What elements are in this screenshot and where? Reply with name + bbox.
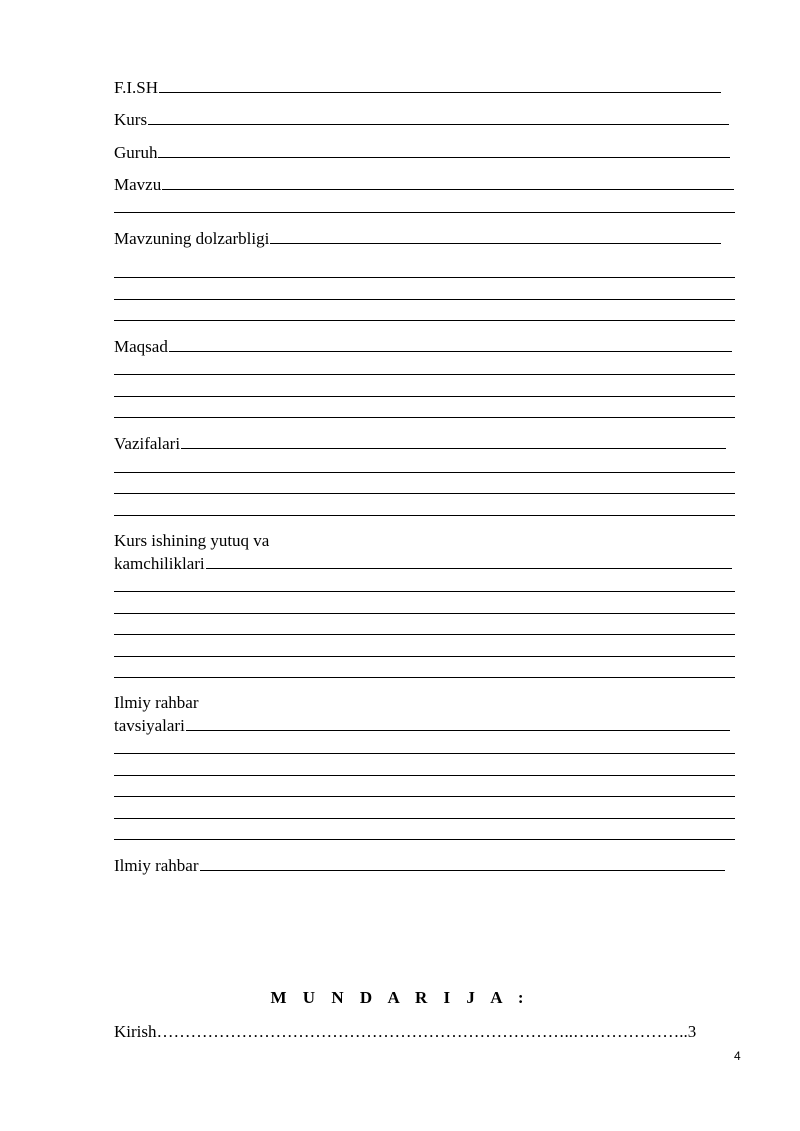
maqsad-label: Maqsad bbox=[114, 337, 168, 356]
kurs-row bbox=[114, 110, 729, 130]
blank-line bbox=[114, 796, 735, 797]
blank-line bbox=[114, 493, 735, 494]
guruh-fill-line bbox=[158, 143, 730, 158]
toc-entry bbox=[114, 1022, 742, 1042]
kurs-fill-line bbox=[148, 110, 729, 125]
blank-line bbox=[114, 613, 735, 614]
yutuq-label-line1: Kurs ishining yutuq va bbox=[114, 531, 270, 550]
vazifalari-label: Vazifalari bbox=[114, 434, 181, 453]
blank-line bbox=[114, 396, 735, 397]
blank-line bbox=[114, 299, 735, 300]
tavsiya-label-line1: Ilmiy rahbar bbox=[114, 693, 199, 712]
blank-line bbox=[114, 320, 735, 321]
fish-fill-line bbox=[159, 78, 721, 93]
blank-line bbox=[114, 212, 735, 213]
blank-line bbox=[114, 417, 735, 418]
blank-line bbox=[114, 472, 735, 473]
dolzarbligi-row bbox=[114, 229, 721, 249]
mavzu-row bbox=[114, 175, 734, 195]
mavzu-fill-line bbox=[162, 175, 734, 190]
rahbar-row bbox=[114, 856, 725, 876]
rahbar-fill-line bbox=[200, 856, 725, 871]
blank-line bbox=[114, 634, 735, 635]
yutuq-label-line2: kamchiliklari bbox=[114, 554, 205, 573]
tavsiya-fill-line bbox=[186, 716, 730, 731]
blank-line bbox=[114, 277, 735, 278]
dolzarbligi-label: Mavzuning dolzarbligi bbox=[114, 229, 270, 248]
maqsad-fill-line bbox=[169, 337, 732, 352]
fish-label: F.I.SH bbox=[114, 78, 158, 97]
rahbar-label: Ilmiy rahbar bbox=[114, 856, 199, 875]
mavzu-label: Mavzu bbox=[114, 175, 162, 194]
blank-line bbox=[114, 374, 735, 375]
toc-entry-page: 3 bbox=[687, 1022, 697, 1041]
blank-line bbox=[114, 775, 735, 776]
tavsiya-label-line2: tavsiyalari bbox=[114, 716, 185, 735]
page-number: 4 bbox=[734, 1049, 741, 1063]
guruh-row bbox=[114, 143, 730, 163]
toc-title: M U N D A R I J A : bbox=[270, 988, 530, 1007]
tavsiya-row bbox=[114, 716, 730, 736]
kurs-label: Kurs bbox=[114, 110, 148, 129]
blank-line bbox=[114, 656, 735, 657]
vazifalari-fill-line bbox=[181, 434, 726, 449]
yutuq-fill-line bbox=[206, 554, 732, 569]
toc-entry-label: Kirish………………………………………………………………..….…………….. bbox=[114, 1022, 688, 1041]
blank-line bbox=[114, 591, 735, 592]
blank-line bbox=[114, 515, 735, 516]
vazifalari-row bbox=[114, 434, 726, 454]
dolzarbligi-fill-line bbox=[270, 229, 721, 244]
blank-line bbox=[114, 839, 735, 840]
blank-line bbox=[114, 818, 735, 819]
maqsad-row bbox=[114, 337, 732, 357]
blank-line bbox=[114, 677, 735, 678]
guruh-label: Guruh bbox=[114, 143, 158, 162]
yutuq-row bbox=[114, 554, 732, 574]
blank-line bbox=[114, 753, 735, 754]
fish-row bbox=[114, 78, 721, 98]
